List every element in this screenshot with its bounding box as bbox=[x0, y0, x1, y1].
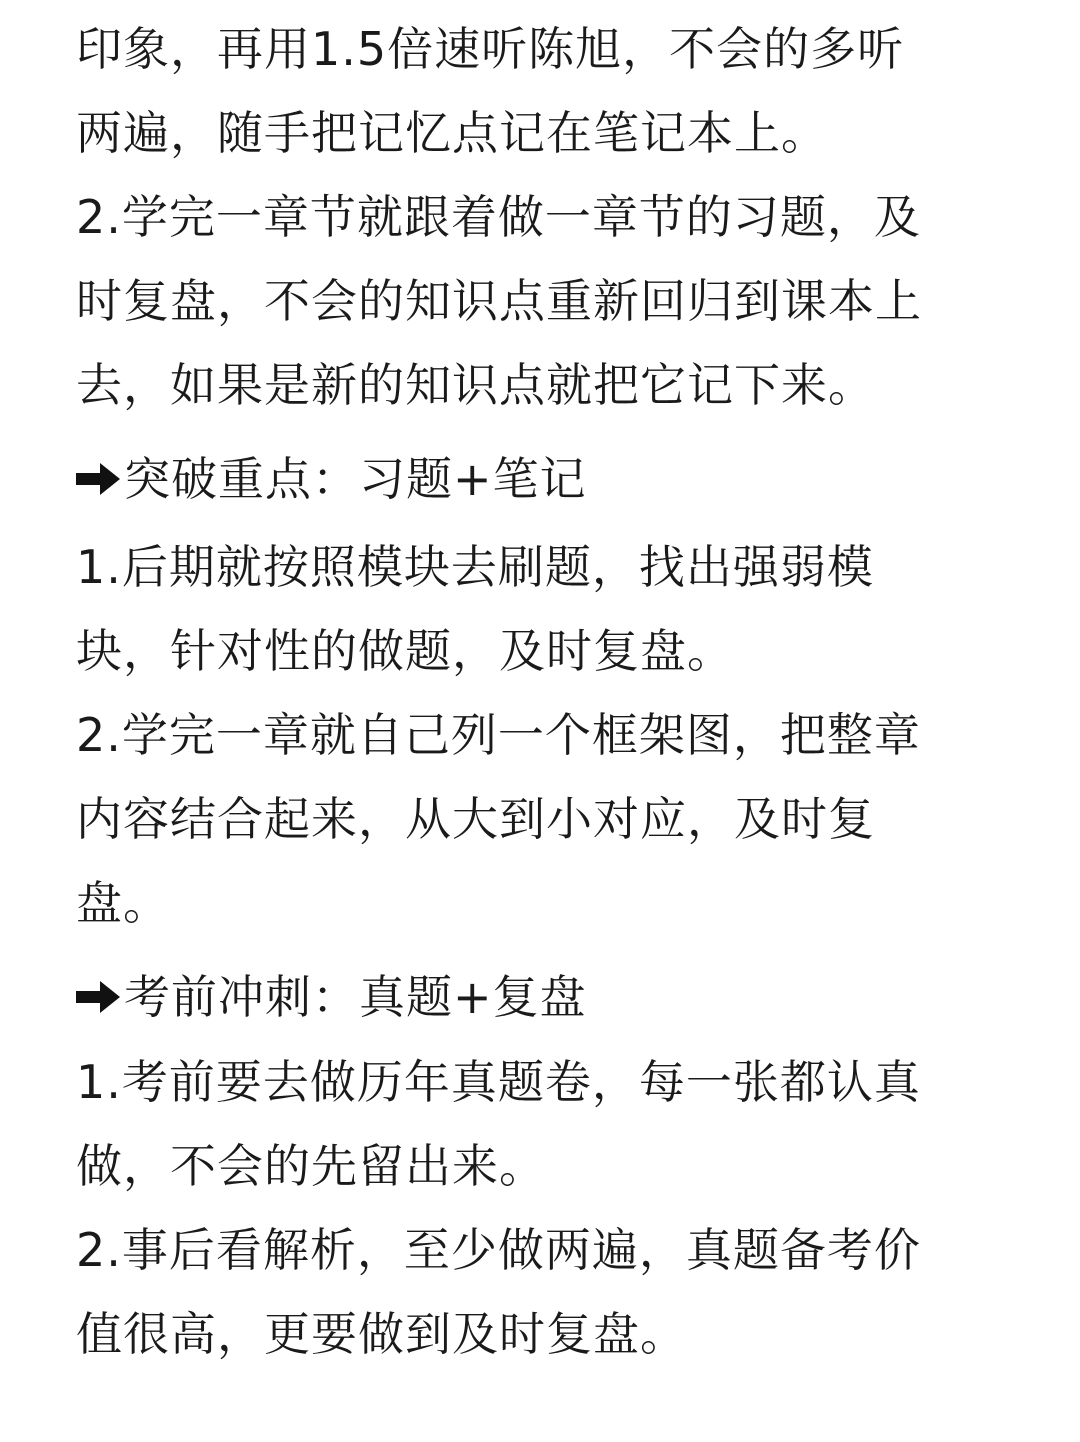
section-heading-text: 突破重点：习题+笔记 bbox=[124, 452, 587, 506]
text-line: 值很高，更要做到及时复盘。 bbox=[76, 1307, 687, 1361]
right-arrow-icon bbox=[76, 449, 120, 509]
text-line: 块，针对性的做题，及时复盘。 bbox=[76, 624, 734, 678]
text-line: 两遍，随手把记忆点记在笔记本上。 bbox=[76, 106, 828, 160]
text-line: 1.考前要去做历年真题卷，每一张都认真 bbox=[76, 1055, 921, 1109]
section-heading bbox=[76, 449, 587, 509]
section-heading-text: 考前冲刺：真题+复盘 bbox=[124, 970, 587, 1024]
right-arrow-icon bbox=[76, 967, 120, 1027]
text-line: 盘。 bbox=[76, 876, 170, 930]
text-line: 1.后期就按照模块去刷题，找出强弱模 bbox=[76, 540, 874, 594]
text-line: 印象，再用1.5倍速听陈旭，不会的多听 bbox=[76, 22, 905, 76]
text-line: 时复盘，不会的知识点重新回归到课本上 bbox=[76, 274, 922, 328]
text-line: 2.学完一章节就跟着做一章节的习题，及 bbox=[76, 190, 921, 244]
text-line: 2.事后看解析，至少做两遍，真题备考价 bbox=[76, 1223, 921, 1277]
text-line: 内容结合起来，从大到小对应，及时复 bbox=[76, 792, 875, 846]
text-line: 去，如果是新的知识点就把它记下来。 bbox=[76, 358, 875, 412]
text-line: 做，不会的先留出来。 bbox=[76, 1139, 546, 1193]
section-heading bbox=[76, 967, 587, 1027]
text-line: 2.学完一章就自己列一个框架图，把整章 bbox=[76, 708, 921, 762]
